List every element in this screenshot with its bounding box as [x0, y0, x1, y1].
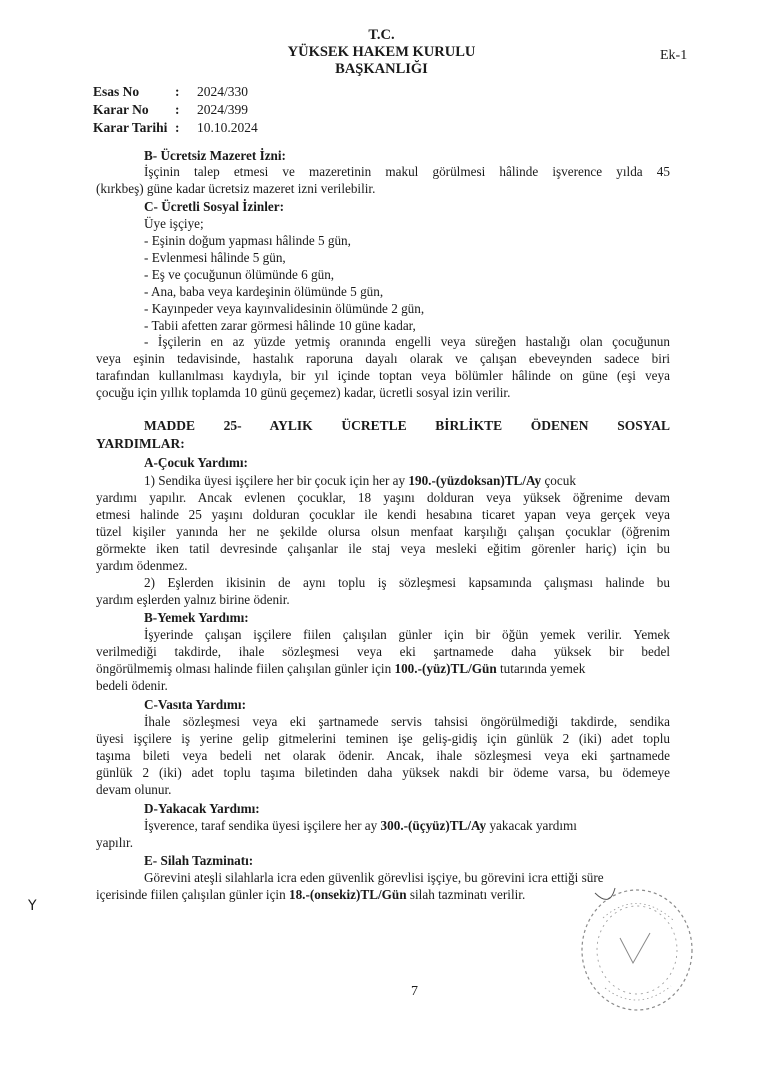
paragraph-line: verilmediği takdirde, ihale sözleşmesi veya eki şartnamede daha yüksek bir bedel [96, 644, 670, 659]
paragraph-line [96, 887, 525, 903]
paragraph-line: etmesi halinde 25 yaşını dolduran çocuklar ile kendi hesabına ticaret yapan veya gerçek veya [96, 507, 670, 522]
page-number: 7 [411, 984, 418, 999]
list-item: - Tabii afetten zarar görmesi hâlinde 10 güne kadar, [144, 318, 416, 333]
paragraph-line: görmekte iken tatil devresinde çalışanlar ile staj veya mesleki eğitim görenler hariç) için bu [96, 541, 670, 556]
section-title: E- Silah Tazminatı: [144, 853, 254, 868]
meta-key: Karar No [93, 102, 149, 117]
list-item: - Eş ve çocuğunun ölümünde 6 gün, [144, 267, 335, 282]
paragraph-line: taşıma bileti veya bedeli net olarak ödenir. Ancak, ihale sözleşmesi veya eki şartnamede [96, 748, 670, 763]
meta-value: 10.10.2024 [197, 120, 258, 135]
paragraph-line: yardımı yapılır. Ancak evlenen çocuklar, 18 yaşını dolduran veya yüksek öğrenime devam [96, 490, 670, 505]
paragraph-line: tüzel kişiler yanında her ne şekilde olursa olsun menfaat karşılığı çalışan çocuklar (öğrenim [96, 524, 670, 539]
article-title: MADDE 25- AYLIK ÜCRETLE BİRLİKTE ÖDENEN SOSYAL [144, 418, 670, 433]
meta-row-esas [93, 83, 258, 101]
paragraph-line: yardım eşlerden yalnız birine ödenir. [96, 592, 290, 607]
amount-text: 18.-(onsekiz)TL/Gün [288, 887, 407, 902]
meta-key: Karar Tarihi [93, 120, 168, 135]
paragraph-line: Üye işçiye; [144, 216, 204, 231]
text-run: içerisinde fiilen çalışılan günler için [96, 887, 289, 902]
text-run: tutarında yemek [496, 661, 586, 676]
meta-row-karar [93, 101, 258, 119]
section-title: C-Vasıta Yardımı: [144, 697, 246, 712]
list-item: - Evlenmesi hâlinde 5 gün, [144, 250, 286, 265]
case-meta [93, 83, 258, 137]
article-title-cont: YARDIMLAR: [96, 436, 185, 451]
header-institution: YÜKSEK HAKEM KURULU [287, 44, 476, 60]
section-title: B- Ücretsiz Mazeret İzni: [144, 148, 286, 163]
text-run: İşverence, taraf sendika üyesi işçilere her ay [144, 818, 381, 833]
header-tc: T.C. [368, 27, 395, 43]
text-run: çocuk [541, 473, 576, 488]
paragraph-line [144, 473, 576, 489]
list-item: - Eşinin doğum yapması hâlinde 5 gün, [144, 233, 351, 248]
paragraph-line: İşyerinde çalışan işçilere fiilen çalışılan günler için bir öğün yemek verilir. Yemek [144, 627, 670, 642]
meta-value: 2024/399 [197, 102, 249, 117]
section-title: B-Yemek Yardımı: [144, 610, 249, 625]
paragraph-line: bedeli ödenir. [96, 678, 168, 693]
paragraph-line: günlük 2 (iki) adet toplu taşıma biletinden daha yüksek nakdi bir ödeme varsa, bu ödemeye [96, 765, 670, 780]
meta-colon: : [175, 102, 180, 117]
list-item: - İşçilerin en az yüzde yetmiş oranında engelli veya süreğen hastalığı olan çocuğunun [144, 334, 670, 349]
paragraph-line: 2) Eşlerden ikisinin de aynı toplu iş sözleşmesi kapsamında çalışması halinde bu [144, 575, 670, 590]
text-run: öngörülmemiş olması halinde fiilen çalışılan günler için [96, 661, 395, 676]
margin-mark: Y [28, 898, 37, 914]
header-presidency: BAŞKANLIĞI [335, 61, 428, 77]
meta-key: Esas No [93, 84, 140, 99]
paragraph-line: veya eşinin tedavisinde, hastalık raporuna dayalı olarak ve çalışan ebeveynden sadece biri [96, 351, 670, 366]
list-item: - Ana, baba veya kardeşinin ölümünde 5 gün, [144, 284, 384, 299]
section-title: C- Ücretli Sosyal İzinler: [144, 199, 285, 214]
meta-row-tarih [93, 119, 258, 137]
amount-text: 300.-(üçyüz)TL/Ay [380, 818, 487, 833]
paragraph-line: İşçinin talep etmesi ve mazeretinin makul görülmesi hâlinde işverence yılda 45 [144, 164, 670, 179]
paragraph-line: İhale sözleşmesi veya eki şartnamede servis tahsisi öngörülmediği takdirde, sendika [144, 714, 670, 729]
paragraph-line: üyesi işçilere iş yerine gelip gitmelerini teminen işe geliş-gidiş için günlük 2 (iki) adet toplu [96, 731, 670, 746]
paragraph-line: tarafından kullanılması kaydıyla, bir yıl içinde toptan veya bölümler hâlinde on güne (eşi veya [96, 368, 670, 383]
paragraph-line: yardım ödenmez. [96, 558, 188, 573]
paragraph-line [144, 818, 577, 834]
paragraph-line: (kırkbeş) güne kadar ücretsiz mazeret izni verilebilir. [96, 181, 376, 196]
amount-text: 190.-(yüzdoksan)TL/Ay [408, 473, 542, 488]
list-item: - Kayınpeder veya kayınvalidesinin ölümünde 2 gün, [144, 301, 425, 316]
paragraph-line: yapılır. [96, 835, 133, 850]
meta-colon: : [175, 84, 180, 99]
amount-text: 100.-(yüz)TL/Gün [394, 661, 497, 676]
text-run: 1) Sendika üyesi işçilere her bir çocuk için her ay [144, 473, 409, 488]
official-seal-icon [575, 878, 700, 1018]
paragraph-line: çocuğu için yıllık toplamda 10 günü geçemez) kadar, ücretli sosyal izin verilir. [96, 385, 511, 400]
section-title: D-Yakacak Yardımı: [144, 801, 260, 816]
annex-label: Ek-1 [660, 48, 688, 63]
section-title: A-Çocuk Yardımı: [144, 455, 248, 470]
paragraph-line: devam olunur. [96, 782, 172, 797]
text-run: yakacak yardımı [486, 818, 577, 833]
paragraph-line: Görevini ateşli silahlarla icra eden güvenlik görevlisi işçiye, bu görevini icra ettiği süre [144, 870, 604, 885]
paragraph-line [96, 661, 585, 677]
meta-colon: : [175, 120, 180, 135]
text-run: silah tazminatı verilir. [406, 887, 526, 902]
meta-value: 2024/330 [197, 84, 249, 99]
